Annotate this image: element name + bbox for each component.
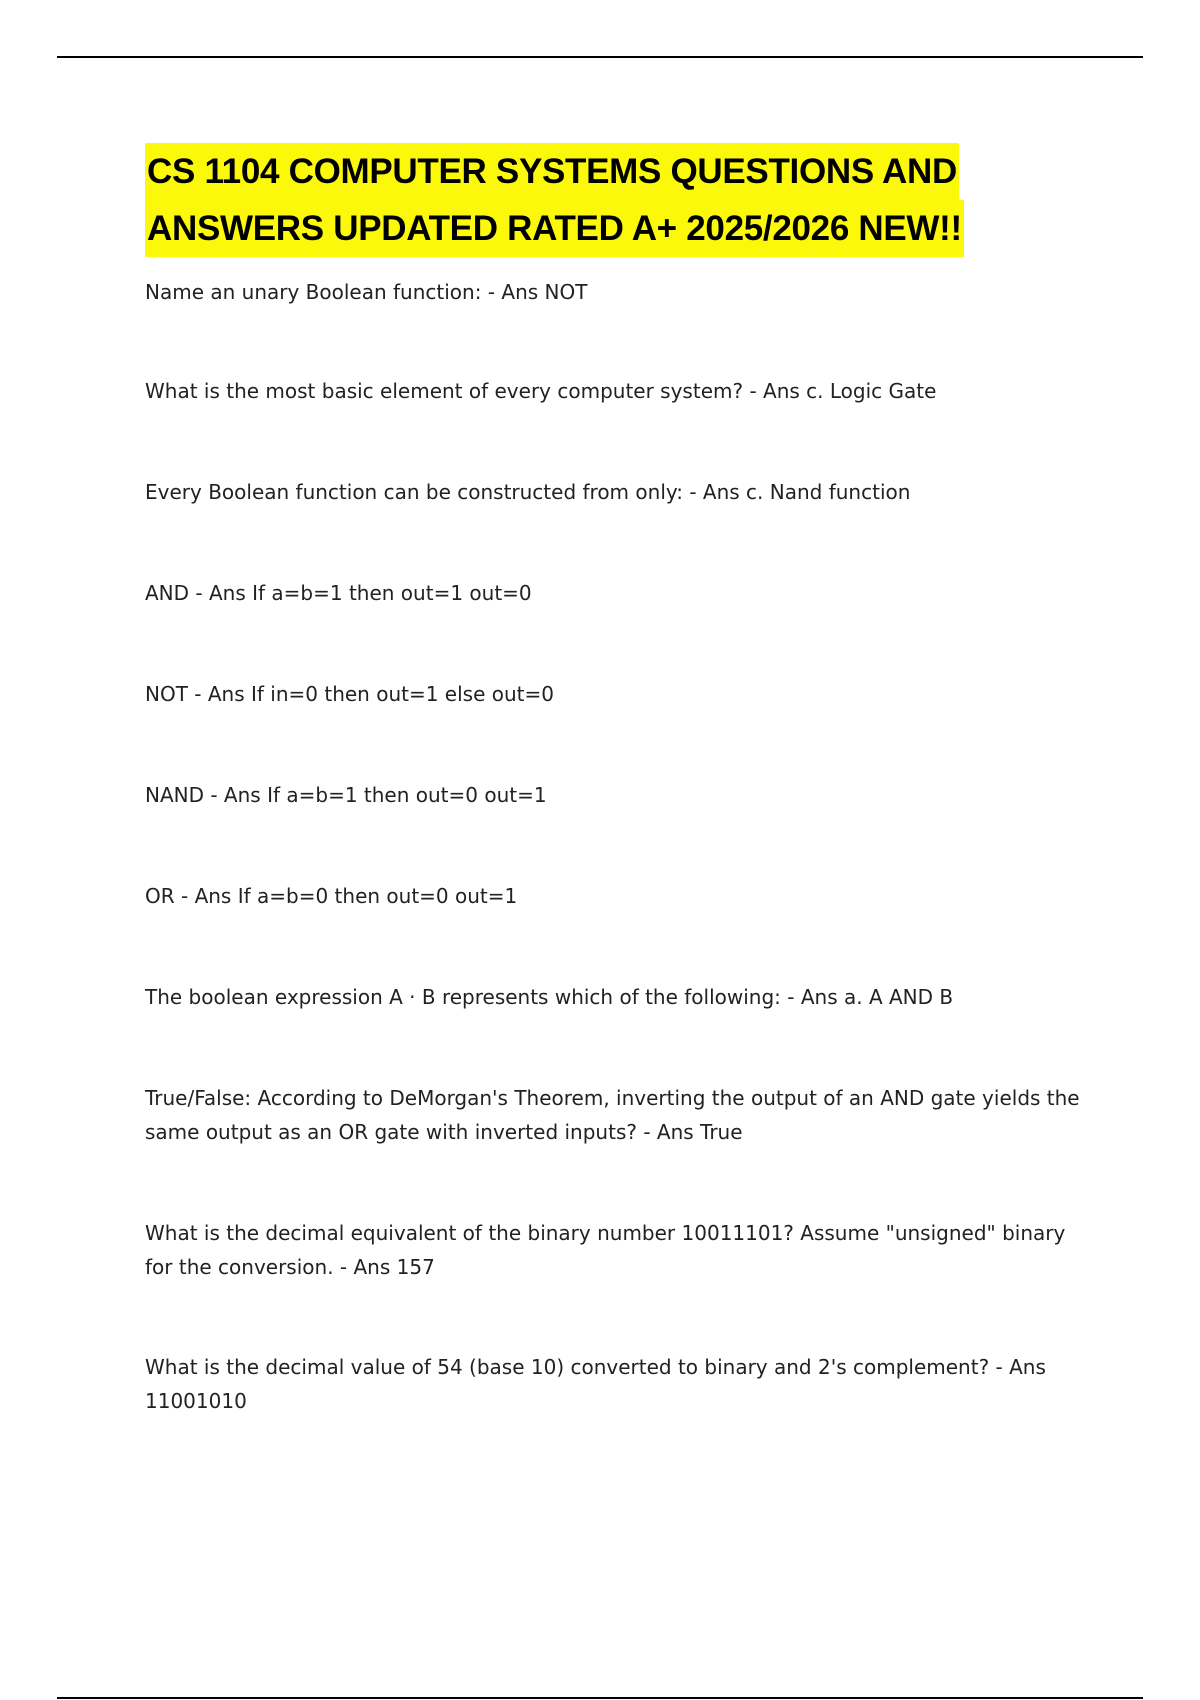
qa-item: NOT - Ans If in=0 then out=1 else out=0	[145, 682, 554, 706]
qa-item: Every Boolean function can be constructed from only: - Ans c. Nand function	[145, 480, 911, 504]
qa-item: Name an unary Boolean function: - Ans NOT	[145, 280, 588, 304]
qa-item: OR - Ans If a=b=0 then out=0 out=1	[145, 884, 518, 908]
qa-item: NAND - Ans If a=b=1 then out=0 out=1	[145, 783, 547, 807]
document-title	[145, 143, 1085, 257]
qa-item: The boolean expression A · B represents which of the following: - Ans a. A AND B	[145, 985, 954, 1009]
qa-item: What is the decimal equivalent of the binary number 10011101? Assume "unsigned" binary for the conversion. - Ans 157	[145, 1221, 1066, 1279]
title-line-1: CS 1104 COMPUTER SYSTEMS QUESTIONS AND	[145, 143, 959, 200]
qa-item: What is the most basic element of every computer system? - Ans c. Logic Gate	[145, 379, 937, 403]
qa-item: AND - Ans If a=b=1 then out=1 out=0	[145, 581, 532, 605]
qa-item: What is the decimal value of 54 (base 10) converted to binary and 2's complement? - Ans 11001010	[145, 1355, 1046, 1413]
bottom-rule	[57, 1697, 1143, 1699]
title-line-2: ANSWERS UPDATED RATED A+ 2025/2026 NEW!!	[145, 200, 964, 257]
top-rule	[57, 56, 1143, 58]
qa-item: True/False: According to DeMorgan's Theorem, inverting the output of an AND gate yields the same output as an OR gate with inverted inputs? - Ans True	[145, 1086, 1080, 1144]
